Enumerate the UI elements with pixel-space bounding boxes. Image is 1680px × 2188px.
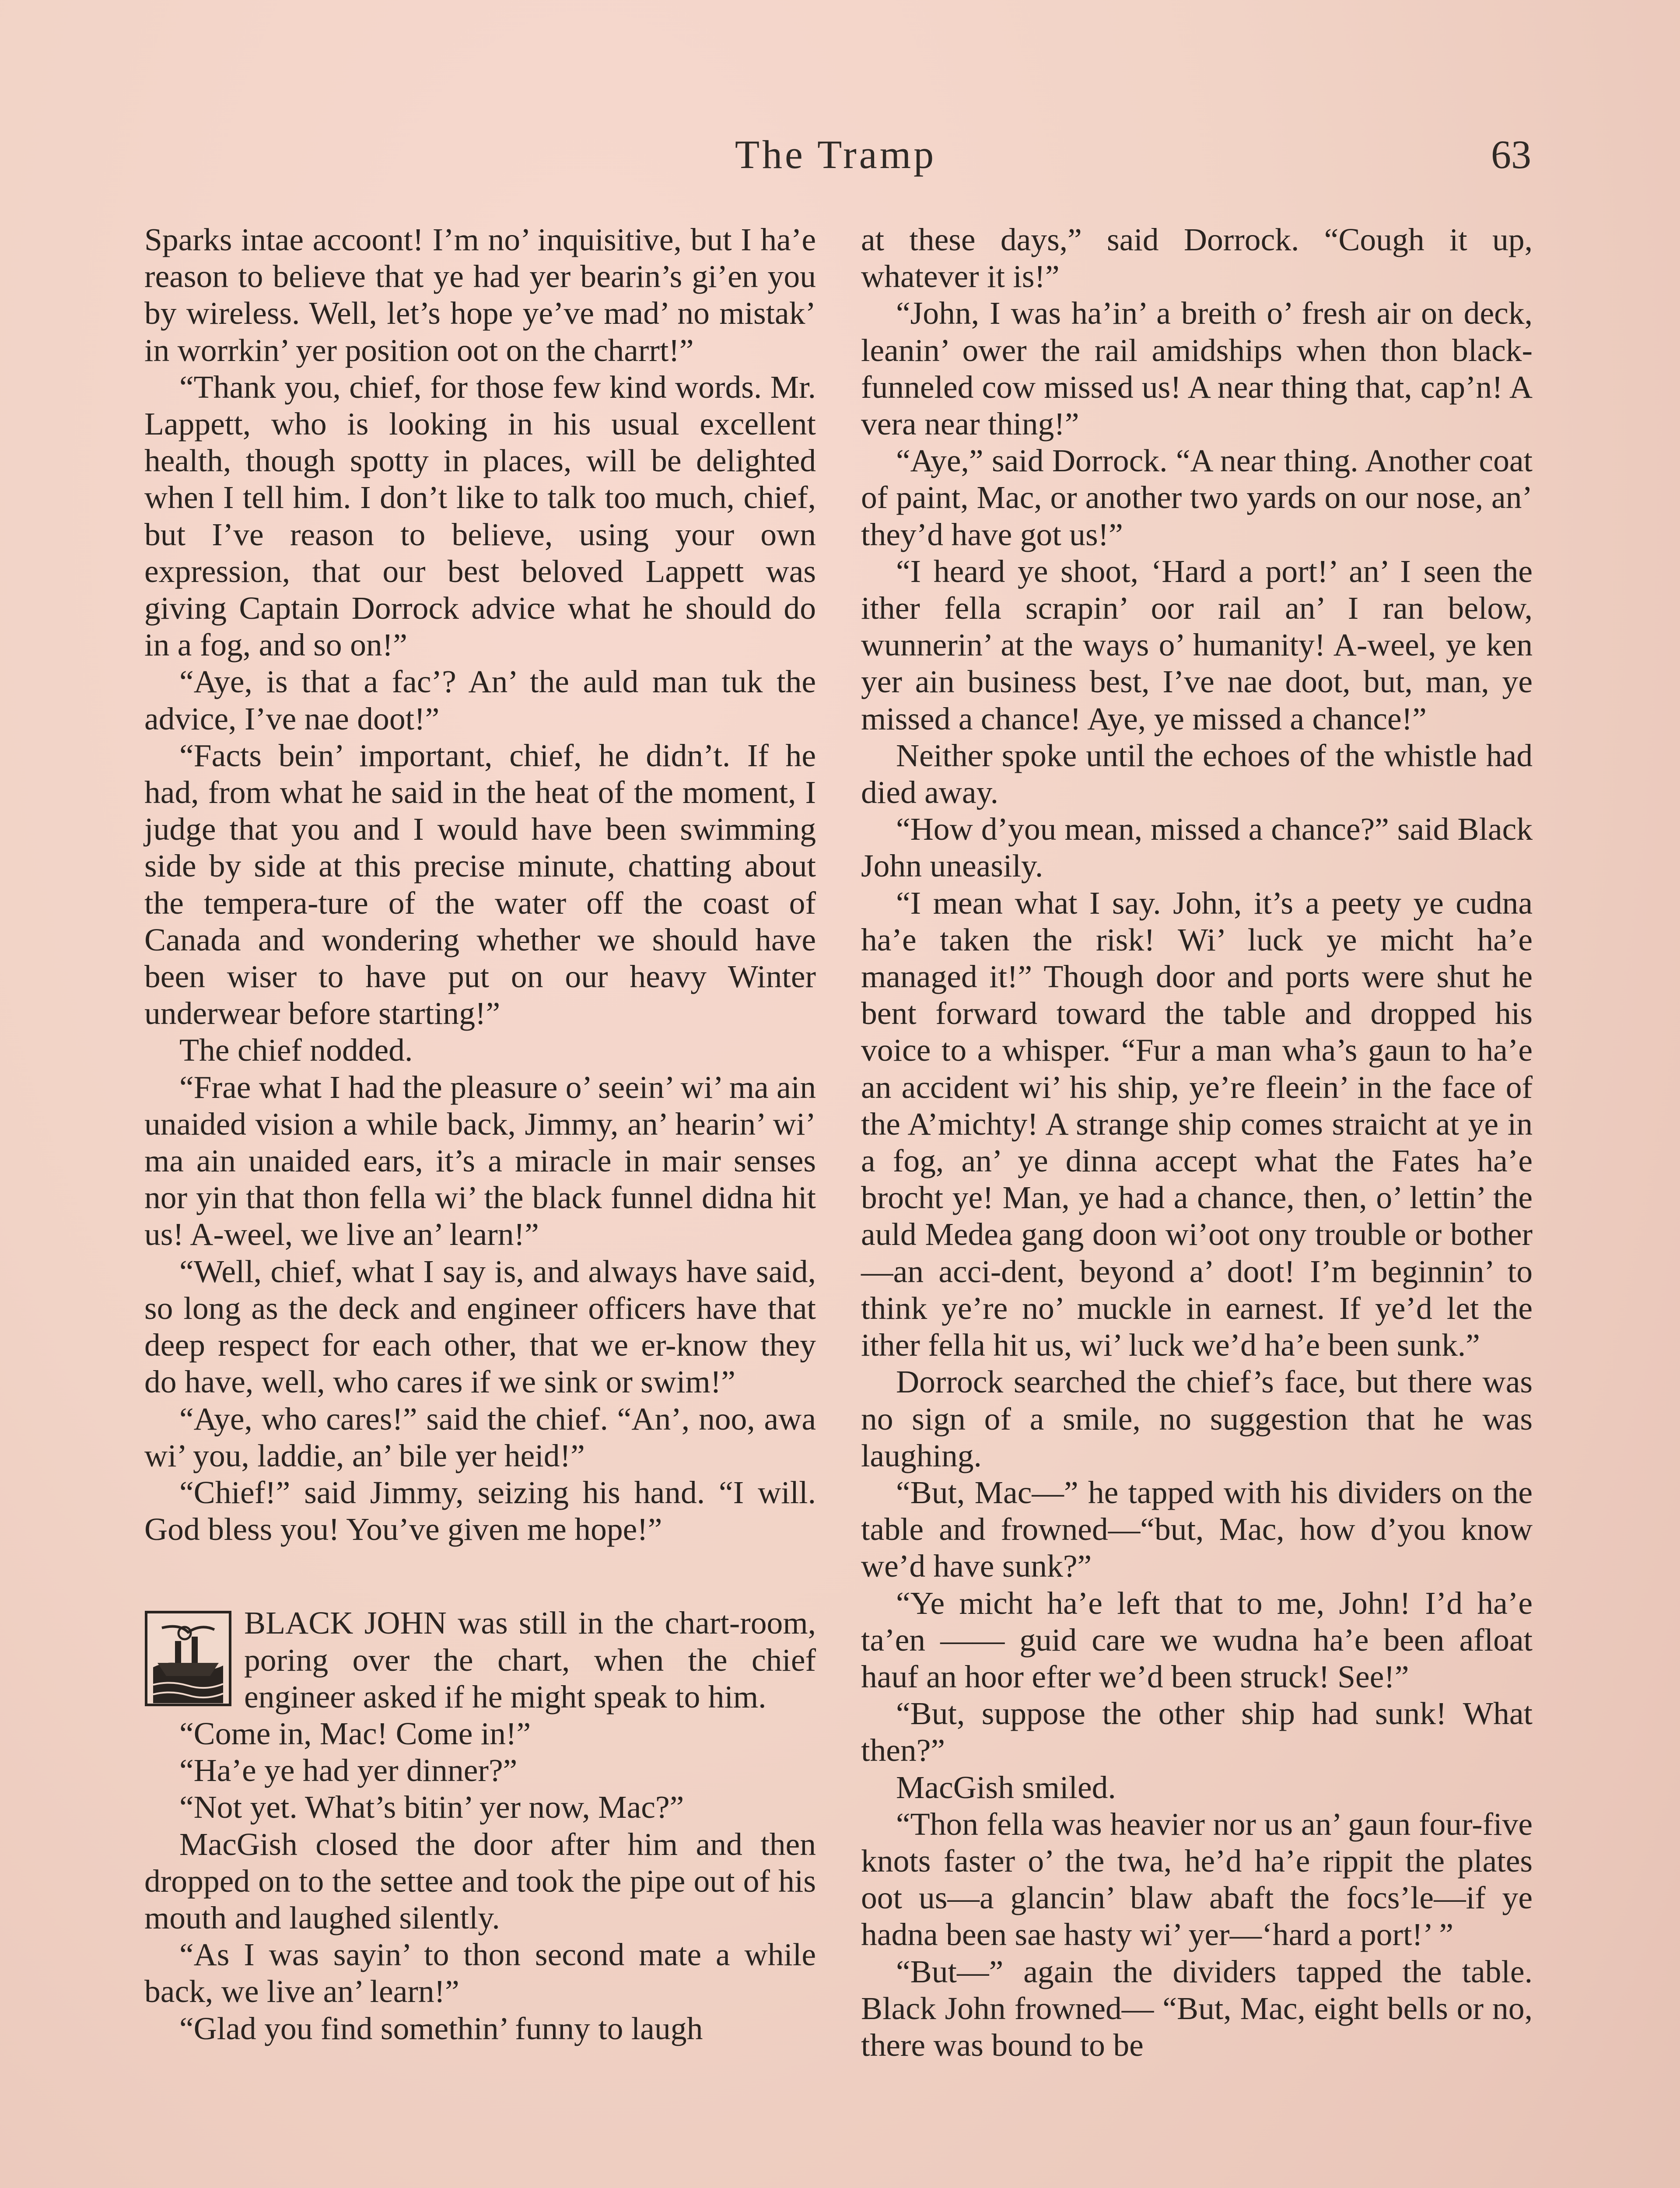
paragraph: “Not yet. What’s bitin’ yer now, Mac?” (179, 1789, 684, 1825)
paragraph: Sparks intae accoont! I’m no’ inquisitive, but I ha’e reason to believe that ye had yer bearin’s gi’en you by wireless. Well, let’s hope ye’ve mad’ no mistak’ in worrkin’ yer position oot on the charrt!” (144, 221, 816, 368)
paragraph: “Aye,” said Dorrock. “A near thing. Another coat of paint, Mac, or another two yards on our nose, an’ they’d have got us!” (861, 442, 1533, 552)
paragraph: “Frae what I had the pleasure o’ seein’ wi’ ma ain unaided vision a while back, Jimmy, an’ hearin’ wi’ ma ain unaided ears, it’s a miracle in mair senses nor yin that thon fella wi’ the black funnel didna hit us! A-weel, we live an’ learn!” (144, 1069, 816, 1252)
paragraph: “Aye, who cares!” said the chief. “An’, noo, awa wi’ you, laddie, an’ bile yer heid!” (144, 1400, 816, 1473)
paragraph: “But, Mac—” he tapped with his dividers on the table and frowned—“but, Mac, how d’you know we’d have sunk?” (861, 1474, 1533, 1584)
paragraph: “But, suppose the other ship had sunk! What then?” (861, 1695, 1533, 1768)
paragraph: at these days,” said Dorrock. “Cough it up, whatever it is!” (861, 221, 1533, 295)
paragraph: “But—” again the dividers tapped the table. Black John frowned— “But, Mac, eight bells or no, there was bound to be (861, 1953, 1533, 2063)
running-title: The Tramp (735, 132, 937, 177)
ship-ornament-icon (144, 1610, 232, 1707)
paragraph: “Ha’e ye had yer dinner?” (179, 1752, 518, 1788)
paragraph: Neither spoke until the echoes of the whistle had died away. (861, 737, 1533, 810)
section-opening-text: BLACK JOHN was still in the chart-room, poring over the chart, when the chief engineer asked if he might speak to him. (244, 1605, 816, 1715)
page-header (140, 131, 1531, 179)
page-number: 63 (1491, 132, 1531, 177)
paragraph: “I heard ye shoot, ‘Hard a port!’ an’ I seen the ither fella scrapin’ oor rail an’ I ran below, wunnerin’ at the ways o’ humanity! A-weel, ye ken yer ain business best, I’ve nae doot, but, man, ye missed a chance! Aye, ye missed a chance!” (861, 553, 1533, 736)
section-opening-paragraph (144, 1604, 816, 1715)
paragraph: “John, I was ha’in’ a breith o’ fresh air on deck, leanin’ ower the rail amidships when thon black-funneled cow missed us! A near thing that, cap’n! A vera near thing!” (861, 295, 1533, 442)
paragraph: “Chief!” said Jimmy, seizing his hand. “I will. God bless you! You’ve given me hope!” (144, 1474, 816, 1547)
paragraph: “Well, chief, what I say is, and always have said, so long as the deck and engineer officers have that deep respect for each other, that we er-know they do have, well, who cares if we sink or swim!” (144, 1253, 816, 1400)
paragraph: The chief nodded. (179, 1032, 413, 1068)
paragraph: “Come in, Mac! Come in!” (179, 1715, 531, 1751)
paragraph: “As I was sayin’ to thon second mate a while back, we live an’ learn!” (144, 1936, 816, 2009)
paragraph: “Glad you find somethin’ funny to laugh (179, 2010, 703, 2046)
paragraph: MacGish smiled. (896, 1769, 1116, 1805)
paragraph: “Thon fella was heavier nor us an’ gaun four-five knots faster o’ the twa, he’d ha’e rippit the plates oot us—a glancin’ blaw abaft the focs’le—if ye hadna been sae hasty wi’ yer—‘hard a port!’ ” (861, 1806, 1533, 1953)
paragraph: “How d’you mean, missed a chance?” said Black John uneasily. (861, 811, 1533, 884)
paragraph: “Aye, is that a fac’? An’ the auld man tuk the advice, I’ve nae doot!” (144, 663, 816, 736)
right-column (861, 221, 1533, 2063)
paragraph: “I mean what I say. John, it’s a peety ye cudna ha’e taken the risk! Wi’ luck ye micht ha’e managed it!” Though door and ports were shut he bent forward toward the table and dropped his voice to a whisper. “Fur a man wha’s gaun to ha’e an accident wi’ his ship, ye’re fleein’ in the face of the A’michty! A strange ship comes straicht at ye in a fog, an’ ye dinna accept what the Fates ha’e brocht ye! Man, ye had a chance, then, o’ lettin’ the auld Medea gang doon wi’oot ony trouble or bother—an acci-dent, beyond a’ doot! I’m beginnin’ to think ye’re no’ muckle in earnest. If ye’d let the ither fella hit us, wi’ luck we’d ha’e been sunk.” (861, 884, 1533, 1363)
paragraph: Dorrock searched the chief’s face, but there was no sign of a smile, no suggestion that he was laughing. (861, 1364, 1533, 1473)
paragraph: “Ye micht ha’e left that to me, John! I’d ha’e ta’en —— guid care we wudna ha’e been afloat hauf an hoor efter we’d been struck! See!” (861, 1585, 1533, 1694)
paragraph: MacGish closed the door after him and then dropped on to the settee and took the pipe out of his mouth and laughed silently. (144, 1826, 816, 1936)
left-column (144, 221, 816, 2047)
paragraph: “Facts bein’ important, chief, he didn’t. If he had, from what he said in the heat of the moment, I judge that you and I would have been swimming side by side at this precise minute, chatting about the tempera-ture of the water off the coast of Canada and wondering whether we should have been wiser to have put on our heavy Winter underwear before starting!” (144, 737, 816, 1031)
paragraph: “Thank you, chief, for those few kind words. Mr. Lappett, who is looking in his usual excellent health, though spotty in places, will be delighted when I tell him. I don’t like to talk too much, chief, but I’ve reason to believe, using your own expression, that our best beloved Lappett was giving Captain Dorrock advice what he should do in a fog, and so on!” (144, 368, 816, 663)
